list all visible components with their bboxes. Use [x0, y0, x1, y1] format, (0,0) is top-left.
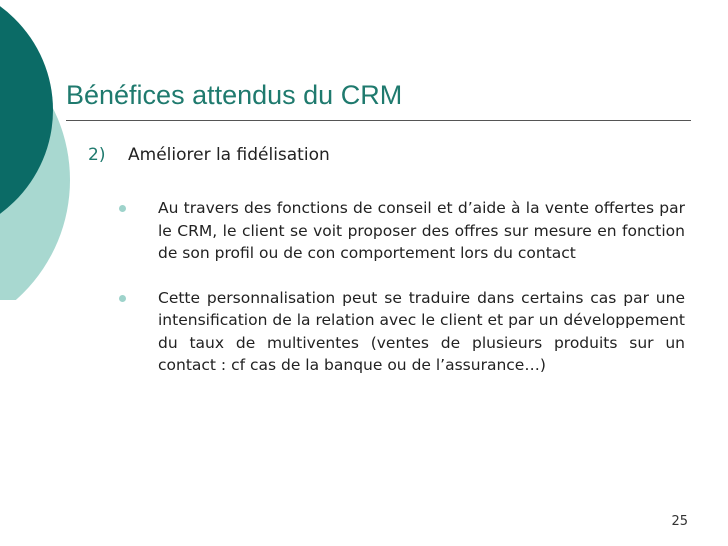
bullet-dot-icon: [119, 205, 126, 212]
page-number: 25: [671, 514, 688, 529]
decorative-circles: [0, 0, 90, 300]
title-divider: [66, 120, 691, 121]
section-title: Améliorer la fidélisation: [128, 145, 330, 165]
bullet-text: Cette personnalisation peut se traduire dans certains cas par une intensification de la relation avec le client et par un développement du taux de multiventes (ventes de plusieurs produits sur un contact : cf cas de la banque ou de l’assurance…): [158, 288, 685, 374]
bullet-dot-icon: [119, 295, 126, 302]
section-number: 2): [88, 145, 106, 165]
bullet-item: [110, 287, 685, 377]
slide-title: Bénéfices attendus du CRM: [66, 80, 403, 110]
bullet-item: [110, 197, 685, 265]
bullet-text: Au travers des fonctions de conseil et d’aide à la vente offertes par le CRM, le client se voit proposer des offres sur mesure en fonction de son profil ou de con comportement lors du contact: [158, 199, 685, 262]
section-heading: [88, 143, 330, 167]
bullet-list: [110, 197, 685, 399]
